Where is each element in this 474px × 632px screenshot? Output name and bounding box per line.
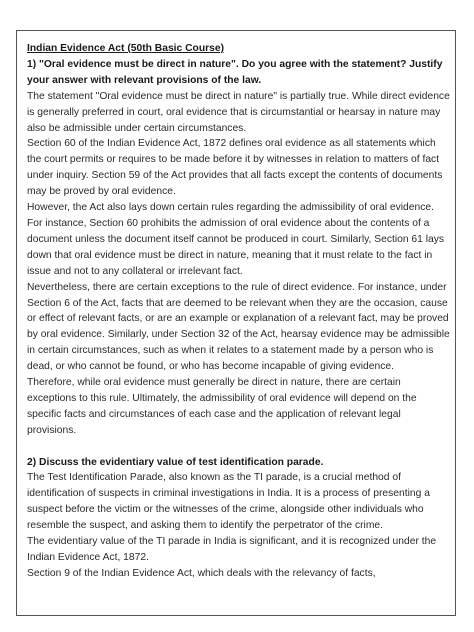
document-page: [16, 30, 456, 616]
section-spacer: [27, 439, 451, 455]
answer-1-paragraph-4: Nevertheless, there are certain exceptions to the rule of direct evidence. For instance, under Section 6 of the Act, facts that are deemed to be relevant when they are the occasion, cause or effect of relevant facts, or are an example or explanation of a relevant fact, may be proved by oral evidence. Similarly, under Section 32 of the Act, hearsay evidence may be admissible in certain circumstances, such as when it relates to a statement made by a person who is dead, or who cannot be found, or who has become incapable of giving evidence.: [27, 281, 450, 373]
answer-2-paragraph-3: Section 9 of the Indian Evidence Act, which deals with the relevancy of facts,: [27, 567, 376, 579]
document-content: [27, 41, 451, 582]
question-2: 2) Discuss the evidentiary value of test identification parade.: [27, 456, 324, 468]
answer-1-paragraph-2: Section 60 of the Indian Evidence Act, 1872 defines oral evidence as all statements which the court permits or requires to be made before it by witnesses in relation to matters of fact under inquiry. Section 59 of the Act provides that all facts except the contents of documents may be proved by oral evidence.: [27, 138, 443, 198]
answer-2-paragraph-2: The evidentiary value of the TI parade in India is significant, and it is recognized under the Indian Evidence Act, 1872.: [27, 536, 437, 563]
document-title: Indian Evidence Act (50th Basic Course): [27, 43, 225, 54]
answer-1-paragraph-5: Therefore, while oral evidence must generally be direct in nature, there are certain exceptions to this rule. Ultimately, the admissibility of oral evidence will depend on the specific facts and circumstances of each case and the application of relevant legal provisions.: [27, 377, 417, 436]
answer-1-paragraph-1: The statement "Oral evidence must be direct in nature" is partially true. While direct evidence is generally preferred in court, oral evidence that is circumstantial or hearsay in nature may also be admissible under certain circumstances.: [27, 90, 450, 134]
question-1: 1) "Oral evidence must be direct in nature". Do you agree with the statement? Justify your answer with relevant provisions of the law.: [27, 58, 443, 86]
answer-2-paragraph-1: The Test Identification Parade, also known as the TI parade, is a crucial method of identification of suspects in criminal investigations in India. It is a process of presenting a suspect before the victim or the witnesses of the crime, alongside other individuals who resemble the suspect, and asking them to identify the perpetrator of the crime.: [27, 472, 430, 532]
answer-1-paragraph-3: However, the Act also lays down certain rules regarding the admissibility of oral evidence. For instance, Section 60 prohibits the admission of oral evidence about the contents of a document unless the document itself cannot be produced in court. Similarly, Section 61 lays down that oral evidence must be direct in nature, meaning that it must relate to the fact in issue and not to any collateral or irrelevant fact.: [27, 202, 445, 277]
